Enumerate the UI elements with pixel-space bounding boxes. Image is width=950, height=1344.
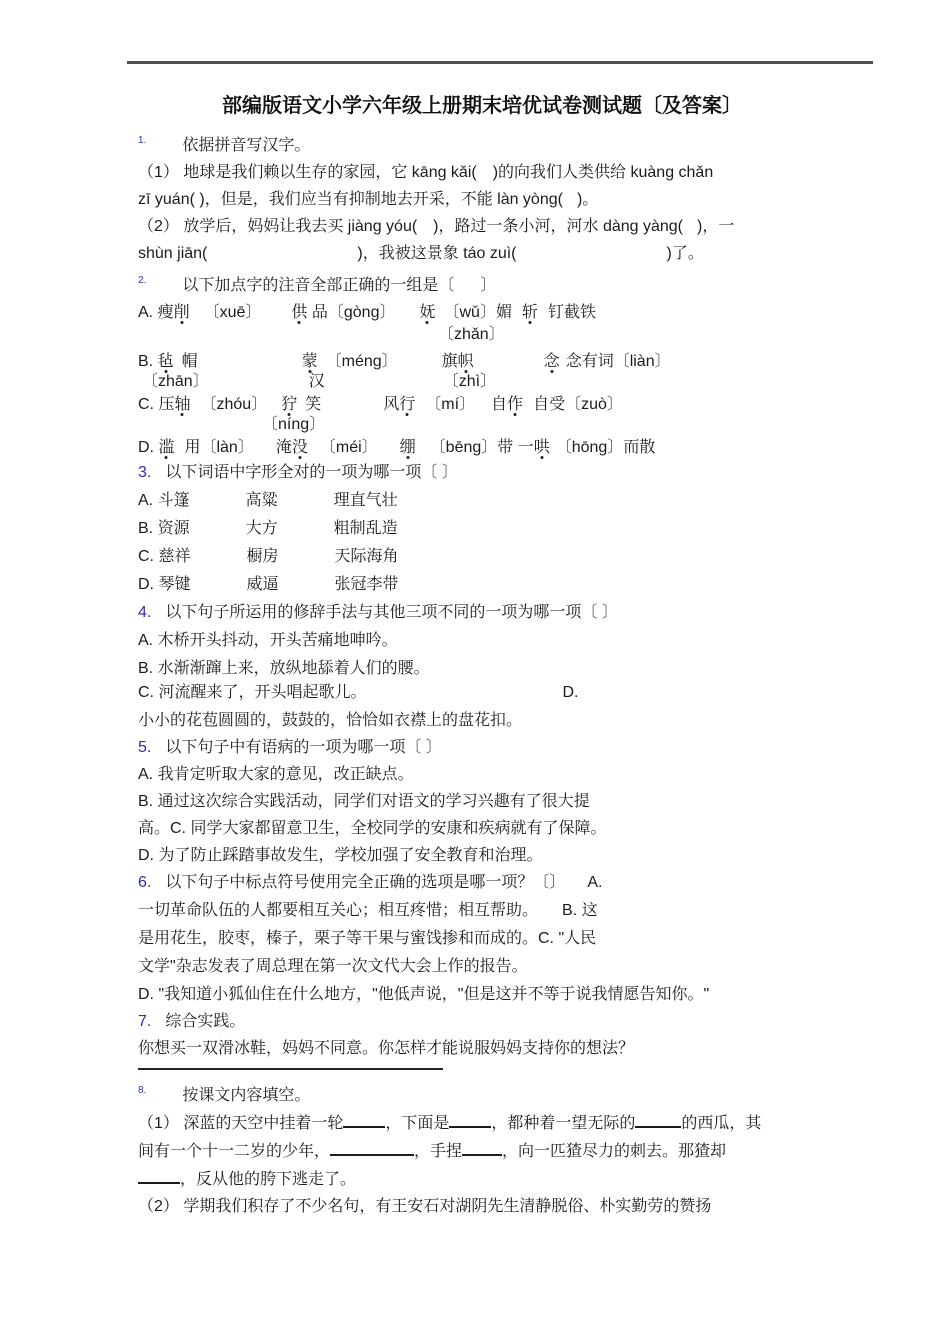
text-run: 〔níng〕 [262, 416, 326, 433]
spacer [151, 751, 165, 752]
fill-in-blank [449, 1112, 491, 1128]
text-run: )，一 [697, 218, 735, 235]
spacer [378, 451, 400, 452]
text-run: 综合实践。 [165, 1013, 246, 1030]
question-number: 1. [138, 135, 147, 146]
spacer [190, 588, 246, 589]
spacer [209, 385, 309, 386]
spacer [151, 886, 165, 887]
text-run: 〔wǔ〕媚 [443, 304, 512, 321]
emphasized-char: 轴 [174, 396, 191, 413]
q4-stem [138, 602, 838, 624]
text-run: 你想买一双滑冰鞋，妈妈不同意。你怎样才能说服妈妈支持你的想法？ [138, 1040, 635, 1057]
spacer [190, 560, 246, 561]
spacer [321, 408, 383, 409]
spacer [174, 365, 182, 366]
spacer [325, 385, 443, 386]
text-run: 压 [158, 396, 175, 413]
q8-stem [138, 1080, 838, 1107]
text-run: 自受〔zuò〕 [533, 396, 623, 413]
text-run: B. 水渐渐蹿上来，放纵地舔着人们的腰。 [138, 660, 430, 677]
q3-stem [138, 462, 838, 484]
text-run: 自 [491, 396, 508, 413]
spacer [151, 616, 165, 617]
q2-option-b [138, 351, 838, 373]
emphasized-char: 斩 [521, 304, 538, 321]
spacer [278, 560, 334, 561]
spacer [477, 176, 493, 177]
text-run: 念有词〔liàn〕 [565, 353, 671, 370]
document-body [138, 92, 838, 1218]
text-run: 高粱 [245, 492, 278, 509]
text-run: C. 慈祥 [138, 548, 191, 565]
text-run: 以下加点字的注音全部正确的一组是〔 [182, 277, 455, 294]
spacer [198, 365, 302, 366]
q1-stem [138, 130, 838, 157]
q2-option-b-pinyin [138, 371, 838, 393]
spacer [278, 504, 334, 505]
q4-option-b [138, 658, 838, 680]
q3-option-c [138, 546, 838, 568]
spacer [565, 886, 587, 887]
emphasized-char: 狞 [281, 396, 298, 413]
text-run: （2） 学期我们积存了不少名句，有王安石对湖阴先生清静脱俗、朴实勤劳的赞扬 [138, 1198, 712, 1215]
text-run: 是用花生，胶枣，榛子，栗子等干果与蜜饯掺和而成的。C. "人民 [138, 930, 597, 947]
q6-option-d [138, 984, 838, 1006]
text-run: A. 瘦 [138, 304, 174, 321]
text-run: D. "我知道小狐仙住在什么地方，"他低声说，"但是这并不等于说我情愿告知你。" [138, 986, 710, 1003]
q5-option-c [138, 818, 838, 840]
text-run: 帽 [181, 353, 198, 370]
text-run: 橱房 [246, 548, 279, 565]
text-run: )了。 [666, 245, 704, 262]
text-run: ，手捏 [414, 1143, 463, 1160]
answer-line [138, 1068, 443, 1070]
spacer [415, 408, 425, 409]
text-run: 〔zhì〕 [442, 373, 497, 390]
q5-option-a [138, 764, 838, 786]
text-run: 淹 [275, 439, 292, 456]
spacer [190, 408, 200, 409]
emphasized-char: 念 [543, 353, 560, 370]
text-run: 汉 [308, 373, 325, 390]
text-run: )。 [576, 191, 599, 208]
emphasized-char: 滥 [158, 439, 175, 456]
q5-option-b [138, 791, 838, 813]
spacer [278, 588, 334, 589]
text-run: A. 斗篷 [138, 492, 190, 509]
text-run: B. 这 [562, 902, 598, 919]
text-run: ，反从他的胯下逃走了。 [180, 1171, 357, 1188]
q8-sub1-line1 [138, 1112, 838, 1135]
text-run: 以下句子中有语病的一项为哪一项〔 〕 [165, 739, 442, 756]
question-number: 2. [138, 275, 147, 286]
text-run: ，都种着一望无际的 [491, 1115, 636, 1132]
question-list [138, 130, 838, 1218]
emphasized-char: 作 [507, 396, 524, 413]
text-run: D. 为了防止踩踏事故发生，学校加强了安全教育和治理。 [138, 847, 543, 864]
text-run: 一切革命队伍的人都要相互关心；相互疼惜；相互帮助。 [138, 902, 539, 919]
emphasized-char: 妩 [419, 304, 436, 321]
text-run: 依据拼音写汉字。 [182, 137, 311, 154]
text-run: A. 我肯定听取大家的意见，改正缺点。 [138, 766, 414, 783]
emphasized-char: 绷 [399, 439, 416, 456]
text-run: A. 木桥开头抖动，开头苦痛地呻吟。 [138, 632, 398, 649]
q2-option-a [138, 302, 838, 324]
q3-option-a [138, 490, 838, 512]
text-run: 用〔làn〕 [184, 439, 254, 456]
text-run: 〔zhǎn〕 [438, 326, 505, 343]
text-run: 风 [383, 396, 400, 413]
fill-in-blank [138, 1168, 180, 1184]
spacer [523, 408, 533, 409]
spacer [138, 338, 438, 339]
q5-stem [138, 737, 838, 759]
q1-sub2-line2 [138, 243, 838, 265]
text-run: 以下词语中字形全对的一项为哪一项〔 〕 [165, 464, 458, 481]
emphasized-char: 没 [291, 439, 308, 456]
text-run: D. [562, 684, 579, 701]
q3-option-b [138, 518, 838, 540]
text-run: 天际海角 [334, 548, 399, 565]
text-run: 笑 [305, 396, 322, 413]
text-run: 以下句子中标点符号使用完全正确的选项是哪一项？〔〕 [165, 874, 566, 891]
q3-option-d [138, 574, 838, 596]
q2-option-d [138, 437, 838, 459]
q8-sub2-line1 [138, 1196, 838, 1218]
q2-option-a-pinyin [138, 324, 838, 346]
spacer [138, 428, 262, 429]
q4-option-a [138, 630, 838, 652]
text-run: B. 资源 [138, 520, 190, 537]
spacer [297, 408, 305, 409]
text-run: ，下面是 [385, 1115, 450, 1132]
emphasized-char: 削 [173, 304, 190, 321]
spacer [417, 230, 433, 231]
text-run: 间有一个十一二岁的少年， [138, 1143, 331, 1160]
page-title: 部编版语文小学六年级上册期末培优试卷测试题〔及答案〕 [222, 95, 742, 117]
text-run: D. [138, 439, 159, 456]
question-number: 6. [138, 874, 152, 891]
emphasized-char: 哄 [533, 439, 550, 456]
text-run: )，路过一条小河，河水 dàng yàng( [433, 218, 684, 235]
text-run: 〔bēng〕带 一 [429, 439, 534, 456]
text-run: 旗 [441, 353, 458, 370]
spacer [563, 203, 577, 204]
text-run: shùn jiān( [138, 245, 208, 262]
spacer [366, 696, 562, 697]
question-number: 3. [138, 464, 152, 481]
spacer [517, 257, 667, 258]
spacer [146, 1099, 182, 1100]
text-run: B. 通过这次综合实践活动，同学们对语文的学习兴趣有了很大提 [138, 793, 590, 810]
text-run: C. [138, 396, 159, 413]
question-number: 7. [138, 1013, 152, 1030]
q1-sub1-line1 [138, 162, 838, 184]
spacer [395, 316, 419, 317]
spacer [254, 451, 276, 452]
fill-in-blank [330, 1140, 414, 1156]
text-run: zī yuán( )，但是，我们应当有抑制地去开采，不能 làn yòng( [138, 191, 563, 208]
text-run: 钉截铁 [547, 304, 596, 321]
fill-in-blank [635, 1112, 681, 1128]
question-number: 8. [138, 1085, 147, 1096]
spacer [278, 532, 334, 533]
question-number: 5. [138, 739, 152, 756]
emphasized-char: 蒙 [301, 353, 318, 370]
spacer [267, 408, 281, 409]
spacer [474, 365, 544, 366]
text-run: 大方 [245, 520, 278, 537]
text-run: （1） 地球是我们赖以生存的家园，它 kāng kǎi( [138, 164, 477, 181]
emphasized-char: 帜 [457, 353, 474, 370]
text-run: 〕 [480, 277, 497, 294]
spacer [512, 316, 522, 317]
text-run: 〔mí〕 [425, 396, 476, 413]
q5-option-d [138, 845, 838, 867]
text-run: 〔zhān〕 [142, 373, 209, 390]
text-run: )，我被这景象 táo zuì( [357, 245, 517, 262]
text-run: 品〔gòng〕 [307, 304, 396, 321]
q2-stem [138, 270, 838, 297]
q1-sub2-line1 [138, 216, 838, 238]
text-run: 小小的花苞圆圆的，鼓鼓的，恰恰如衣襟上的盘花扣。 [138, 712, 523, 729]
spacer [190, 532, 246, 533]
emphasized-char: 行 [399, 396, 416, 413]
text-run: B. [138, 353, 158, 370]
spacer [308, 451, 320, 452]
q8-sub1-line2 [138, 1140, 838, 1163]
header-rule [127, 61, 873, 64]
spacer [538, 316, 548, 317]
emphasized-char: 毡 [157, 353, 174, 370]
text-run: 〔xuē〕 [203, 304, 262, 321]
q6-stem [138, 872, 838, 894]
emphasized-char: 供 [291, 304, 308, 321]
text-run: C. 河流醒来了，开头唱起歌儿。 [138, 684, 367, 701]
text-run: 按课文内容填空。 [182, 1087, 311, 1104]
text-run: 〔méng〕 [325, 353, 398, 370]
spacer [398, 365, 442, 366]
spacer [538, 914, 562, 915]
spacer [207, 257, 357, 258]
spacer [261, 316, 291, 317]
spacer [174, 451, 184, 452]
spacer [454, 289, 480, 290]
fill-in-blank [462, 1140, 502, 1156]
q6-line2 [138, 900, 838, 922]
text-run: D. 琴键 [138, 576, 191, 593]
text-run: 〔méi〕 [319, 439, 378, 456]
q6-line3 [138, 928, 838, 950]
fill-in-blank [343, 1112, 385, 1128]
spacer [190, 504, 246, 505]
spacer [146, 149, 182, 150]
text-run: （2） 放学后，妈妈让我去买 jiàng yóu( [138, 218, 418, 235]
text-run: 〔hōng〕而散 [555, 439, 656, 456]
text-run: 理直气壮 [333, 492, 398, 509]
text-run: )的向我们人类供给 kuàng chǎn [492, 164, 714, 181]
text-run: 威逼 [246, 576, 279, 593]
spacer [318, 365, 326, 366]
text-run: 张冠李带 [334, 576, 399, 593]
spacer [416, 451, 430, 452]
q2-option-c-pinyin [138, 414, 838, 436]
q6-line4 [138, 956, 838, 978]
question-number: 4. [138, 604, 152, 621]
text-run: 以下句子所运用的修辞手法与其他三项不同的一项为哪一项〔 〕 [165, 604, 618, 621]
spacer [146, 289, 182, 290]
spacer [683, 230, 697, 231]
q4-option-d-text [138, 710, 838, 732]
text-run: 〔zhóu〕 [200, 396, 268, 413]
spacer [151, 1025, 165, 1026]
text-run: A. [587, 874, 603, 891]
q7-stem [138, 1011, 838, 1033]
text-run: 文学"杂志发表了周总理在第一次文代大会上作的报告。 [138, 958, 528, 975]
spacer [190, 316, 204, 317]
text-run: （1） 深蓝的天空中挂着一轮 [138, 1115, 344, 1132]
text-run: ，向一匹猹尽力的刺去。那猹却 [502, 1143, 727, 1160]
q8-sub1-line3 [138, 1168, 838, 1191]
spacer [151, 476, 165, 477]
spacer [475, 408, 491, 409]
q7-prompt [138, 1038, 838, 1060]
q2-option-c [138, 394, 838, 416]
text-run: 高。C. 同学大家都留意卫生，全校同学的安康和疾病就有了保障。 [138, 820, 607, 837]
q1-sub1-line2 [138, 189, 838, 211]
text-run: 粗制乱造 [333, 520, 398, 537]
q4-option-c-d [138, 682, 838, 704]
text-run: 的西瓜，其 [681, 1115, 762, 1132]
